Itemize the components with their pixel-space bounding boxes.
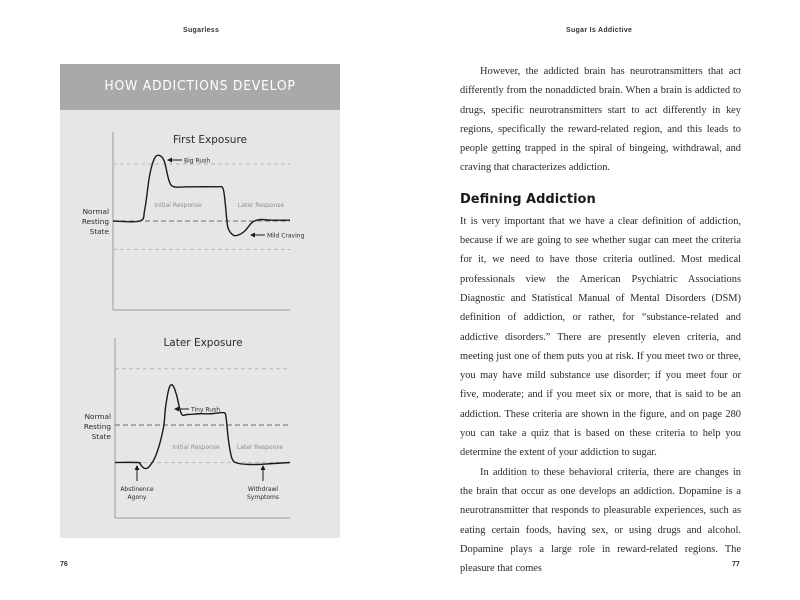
annotation-label: Symptoms: [246, 494, 280, 501]
annotation-label: Agony: [127, 494, 147, 501]
series-line-response: [115, 385, 290, 469]
y-axis-label: [84, 412, 112, 441]
paragraph: However, the addicted brain has neurotransmitters that act differently from the nonaddicted brain. When a brain is addicted to drugs, specific neurotransmitters start to act differently in key regions, specifically the reward-related region, and this leads to people getting trapped in the spiral of bingeing, withdrawal, and craving that characterizes addiction.: [460, 66, 741, 174]
chart-later-exposure: [60, 64, 340, 538]
chart-title: Later Exposure: [163, 337, 243, 349]
page-number-right: 77: [732, 561, 740, 568]
resting-label-line: State: [91, 432, 111, 441]
resting-label-line: Normal: [84, 412, 111, 421]
annotation-label: Tiny Rush: [191, 406, 221, 414]
figure-how-addictions-develop: [60, 64, 340, 538]
chart-title: First Exposure: [172, 134, 248, 146]
paragraph: It is very important that we have a clear definition of addiction, because if we are going to see whether sugar can meet the criteria for it, we need to have those criteria outlined. Most medical professionals view the American Psychiatric Associations Diagnostic and Statistical Manual of Mental Disorders (DSM) definition of addiction, or rather, for “substance-related and addictive disorders.” There are presently eleven criteria, and meeting just one of them puts you at risk. If you meet two or three, you may have mild substance use disorder; if you meet four or five, moderate; and if you meet six or more, that is said to be an addiction. These criteria are shown in the figure, and on page 280 you can take a quiz that is based on these criteria to help you determine the extent of your addiction to sugar.: [460, 215, 741, 459]
running-head-right: Sugar Is Addictive: [566, 27, 633, 34]
annotation-label: Withdrawl: [247, 486, 279, 493]
annotation-withdrawl-symptoms: [247, 465, 279, 501]
resting-label-line: Normal: [82, 207, 109, 216]
annotation-label: Abstinence: [120, 486, 154, 493]
running-head-left: Sugarless: [183, 27, 220, 34]
region-label-initial-response: Initial Response: [172, 444, 220, 451]
body-text: [460, 62, 741, 578]
region-label-initial-response: Initial Response: [154, 202, 202, 209]
region-label-later-response: Later Response: [237, 202, 285, 209]
paragraph: In addition to these behavioral criteria, there are changes in the brain that occur as one develops an addiction. Dopamine is a neurotransmitter that responds to pleasurable experiences, such as eating certain foods, having sex, or using drugs and alcohol. Dopamine plays a large role in reward-related regions. The pleasure that comes: [460, 466, 741, 575]
annotation-abstinence-agony: [120, 465, 154, 501]
annotation-label: Big Rush: [184, 157, 211, 165]
figure-title: HOW ADDICTIONS DEVELOP: [104, 78, 296, 94]
resting-label-line: Resting: [83, 422, 111, 431]
section-heading: Defining Addiction: [460, 191, 596, 207]
resting-label-line: Resting: [81, 217, 109, 226]
resting-label-line: State: [89, 227, 109, 236]
region-label-later-response: Later Response: [236, 444, 284, 451]
annotation-label: Mild Craving: [267, 232, 305, 240]
page-number-left: 76: [60, 561, 68, 568]
